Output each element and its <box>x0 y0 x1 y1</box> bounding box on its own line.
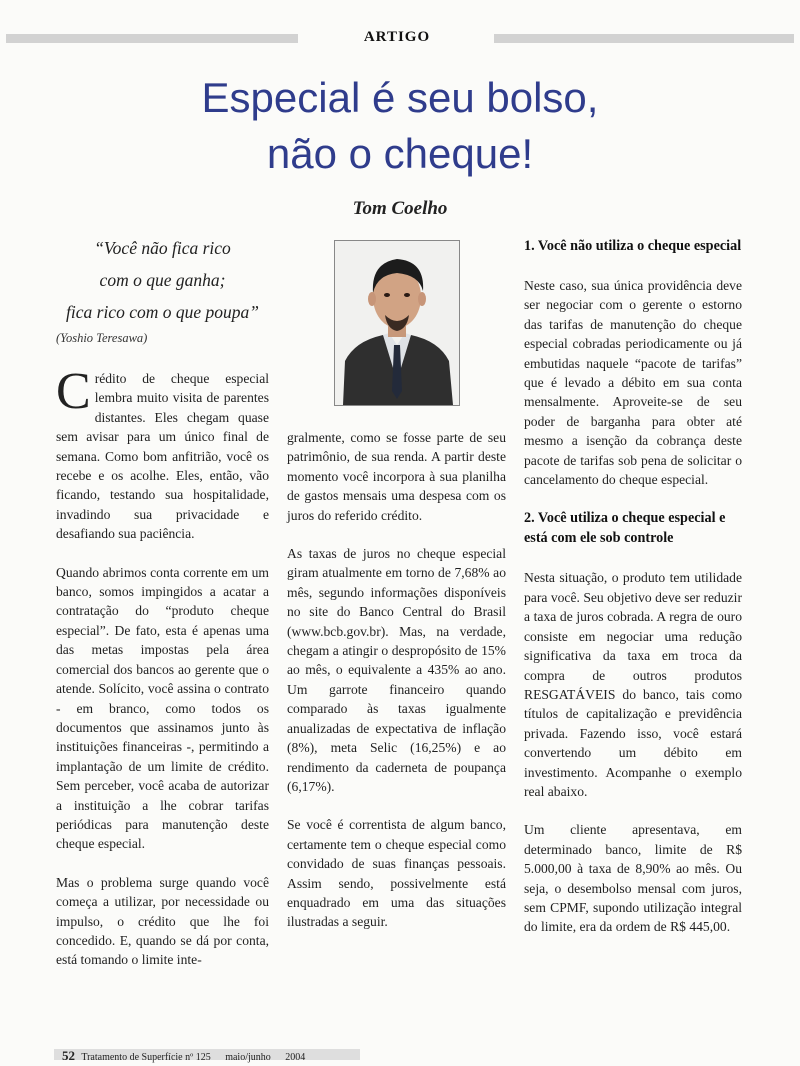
magazine-name: Tratamento de Superfície nº 125 <box>81 1052 211 1063</box>
paragraph: As taxas de juros no cheque especial giram atualmente em torno de 7,68% ao mês, segundo informações disponíveis no site do Banco Central do Brasil (www.bcb.gov.br). Mas, na verdade, chegam a atingir o despropósito de 15% ao mês, o equivalente a 435% ao ano. Um garrote financeiro quando comparado às taxas igualmente anualizadas de expectativa de inflação (8%), meta Selic (16,25%) e ao rendimento da caderneta de poupança (6,17%). <box>287 546 506 794</box>
article-column-1 <box>56 363 269 989</box>
section-heading-2: 2. Você utiliza o cheque especial e está com ele sob controle <box>524 510 726 547</box>
quote-line-3: fica rico com o que poupa” <box>66 302 259 322</box>
header-rule-right <box>494 34 794 43</box>
paragraph: Nesta situação, o produto tem utilidade para você. Seu objetivo deve ser reduzir a taxa de juros cobrada. A regra de ouro consiste em negociar uma redução significativa da taxa em troca da compra de outros produtos RESGATÁVEIS do banco, tais como títulos de capitalização e previdência privada. Fazendo isso, você estará convertendo um débito em investimento. Acompanhe o exemplo real abaixo. <box>524 570 742 799</box>
quote-source: (Yoshio Teresawa) <box>56 331 148 345</box>
quote-line-2: com o que ganha; <box>99 270 226 290</box>
paragraph: Um cliente apresentava, em determinado banco, limite de R$ 5.000,00 à taxa de 8,90% ao mês. Ou seja, o desembolso mensal com juros, sem CPMF, supondo utilização integral do limite, era da ordem de R$ 445,00. <box>524 822 742 935</box>
article-title <box>0 70 800 182</box>
author-portrait-illustration <box>335 241 459 405</box>
page-footer <box>62 1048 309 1064</box>
paragraph-text: rédito de cheque especial lembra muito visita de parentes distantes. Eles chegam quase sem avisar para um único final de semana. Como bom anfitrião, você os recebe e os acolhe. Eles, então, vão ficando, testando sua hospitalidade, invadindo sua privacidade e desafiando sua paciência. <box>56 371 269 542</box>
section-heading-1: 1. Você não utiliza o cheque especial <box>524 238 742 254</box>
article-column-3 <box>524 236 742 956</box>
author-photo <box>334 240 460 406</box>
paragraph <box>56 363 269 544</box>
section-label: ARTIGO <box>363 29 431 45</box>
paragraph: Neste caso, sua única providência deve ser negociar com o gerente o estorno das tarifas de manutenção do cheque especial cobradas periodicamente ou já embutidas naquele “pacote de tarifas” que é levado a débito em sua conta mensalmente. Aproveite-se de seu poder de barganha para obter até mesmo a isenção da cobrança deste pacote de tarifas sob pena de solicitar o cancelamento do cheque especial. <box>524 278 742 488</box>
paragraph: Se você é correntista de algum banco, certamente tem o cheque especial como convidado de suas finanças pessoais. Assim sendo, possivelmente está enquadrado em uma das situações ilustradas a seguir. <box>287 817 506 930</box>
issue-year: 2004 <box>285 1052 306 1063</box>
drop-cap: C <box>56 363 91 420</box>
issue-months: maio/junho <box>225 1052 271 1063</box>
paragraph: Quando abrimos conta corrente em um banco, somos impingidos a acatar a contratação do “produto cheque especial”. De fato, esta é apenas uma das metas impostas pela área comercial dos bancos ao gerente que o atende. Solícito, você assina o contrato - em branco, como todos os documentos que assinamos junto às instituições financeiras -, permitindo a implantação de um limite de crédito. Sem perceber, você acaba de autorizar a instituição a lhe cobrar tarifas periódicas para manutenção deste cheque especial. <box>56 564 269 852</box>
title-line-2: não o cheque! <box>266 130 534 177</box>
quote-line-1: “Você não fica rico <box>94 238 231 258</box>
page-number: 52 <box>62 1048 75 1063</box>
paragraph: Mas o problema surge quando você começa a utilizar, por necessidade ou impulso, o crédito que lhe foi concedido. E, quando se dá por conta, está tomando o limite inte- <box>56 874 269 968</box>
title-line-1: Especial é seu bolso, <box>201 74 599 121</box>
epigraph-quote <box>40 232 285 328</box>
article-column-2 <box>287 428 506 951</box>
header-rule-left <box>6 34 298 43</box>
paragraph: gralmente, como se fosse parte de seu patrimônio, de sua renda. A partir deste momento você incorpora à sua planilha de gastos mensais uma despesa com os juros do referido crédito. <box>287 430 506 523</box>
author-name: Tom Coelho <box>352 198 448 219</box>
